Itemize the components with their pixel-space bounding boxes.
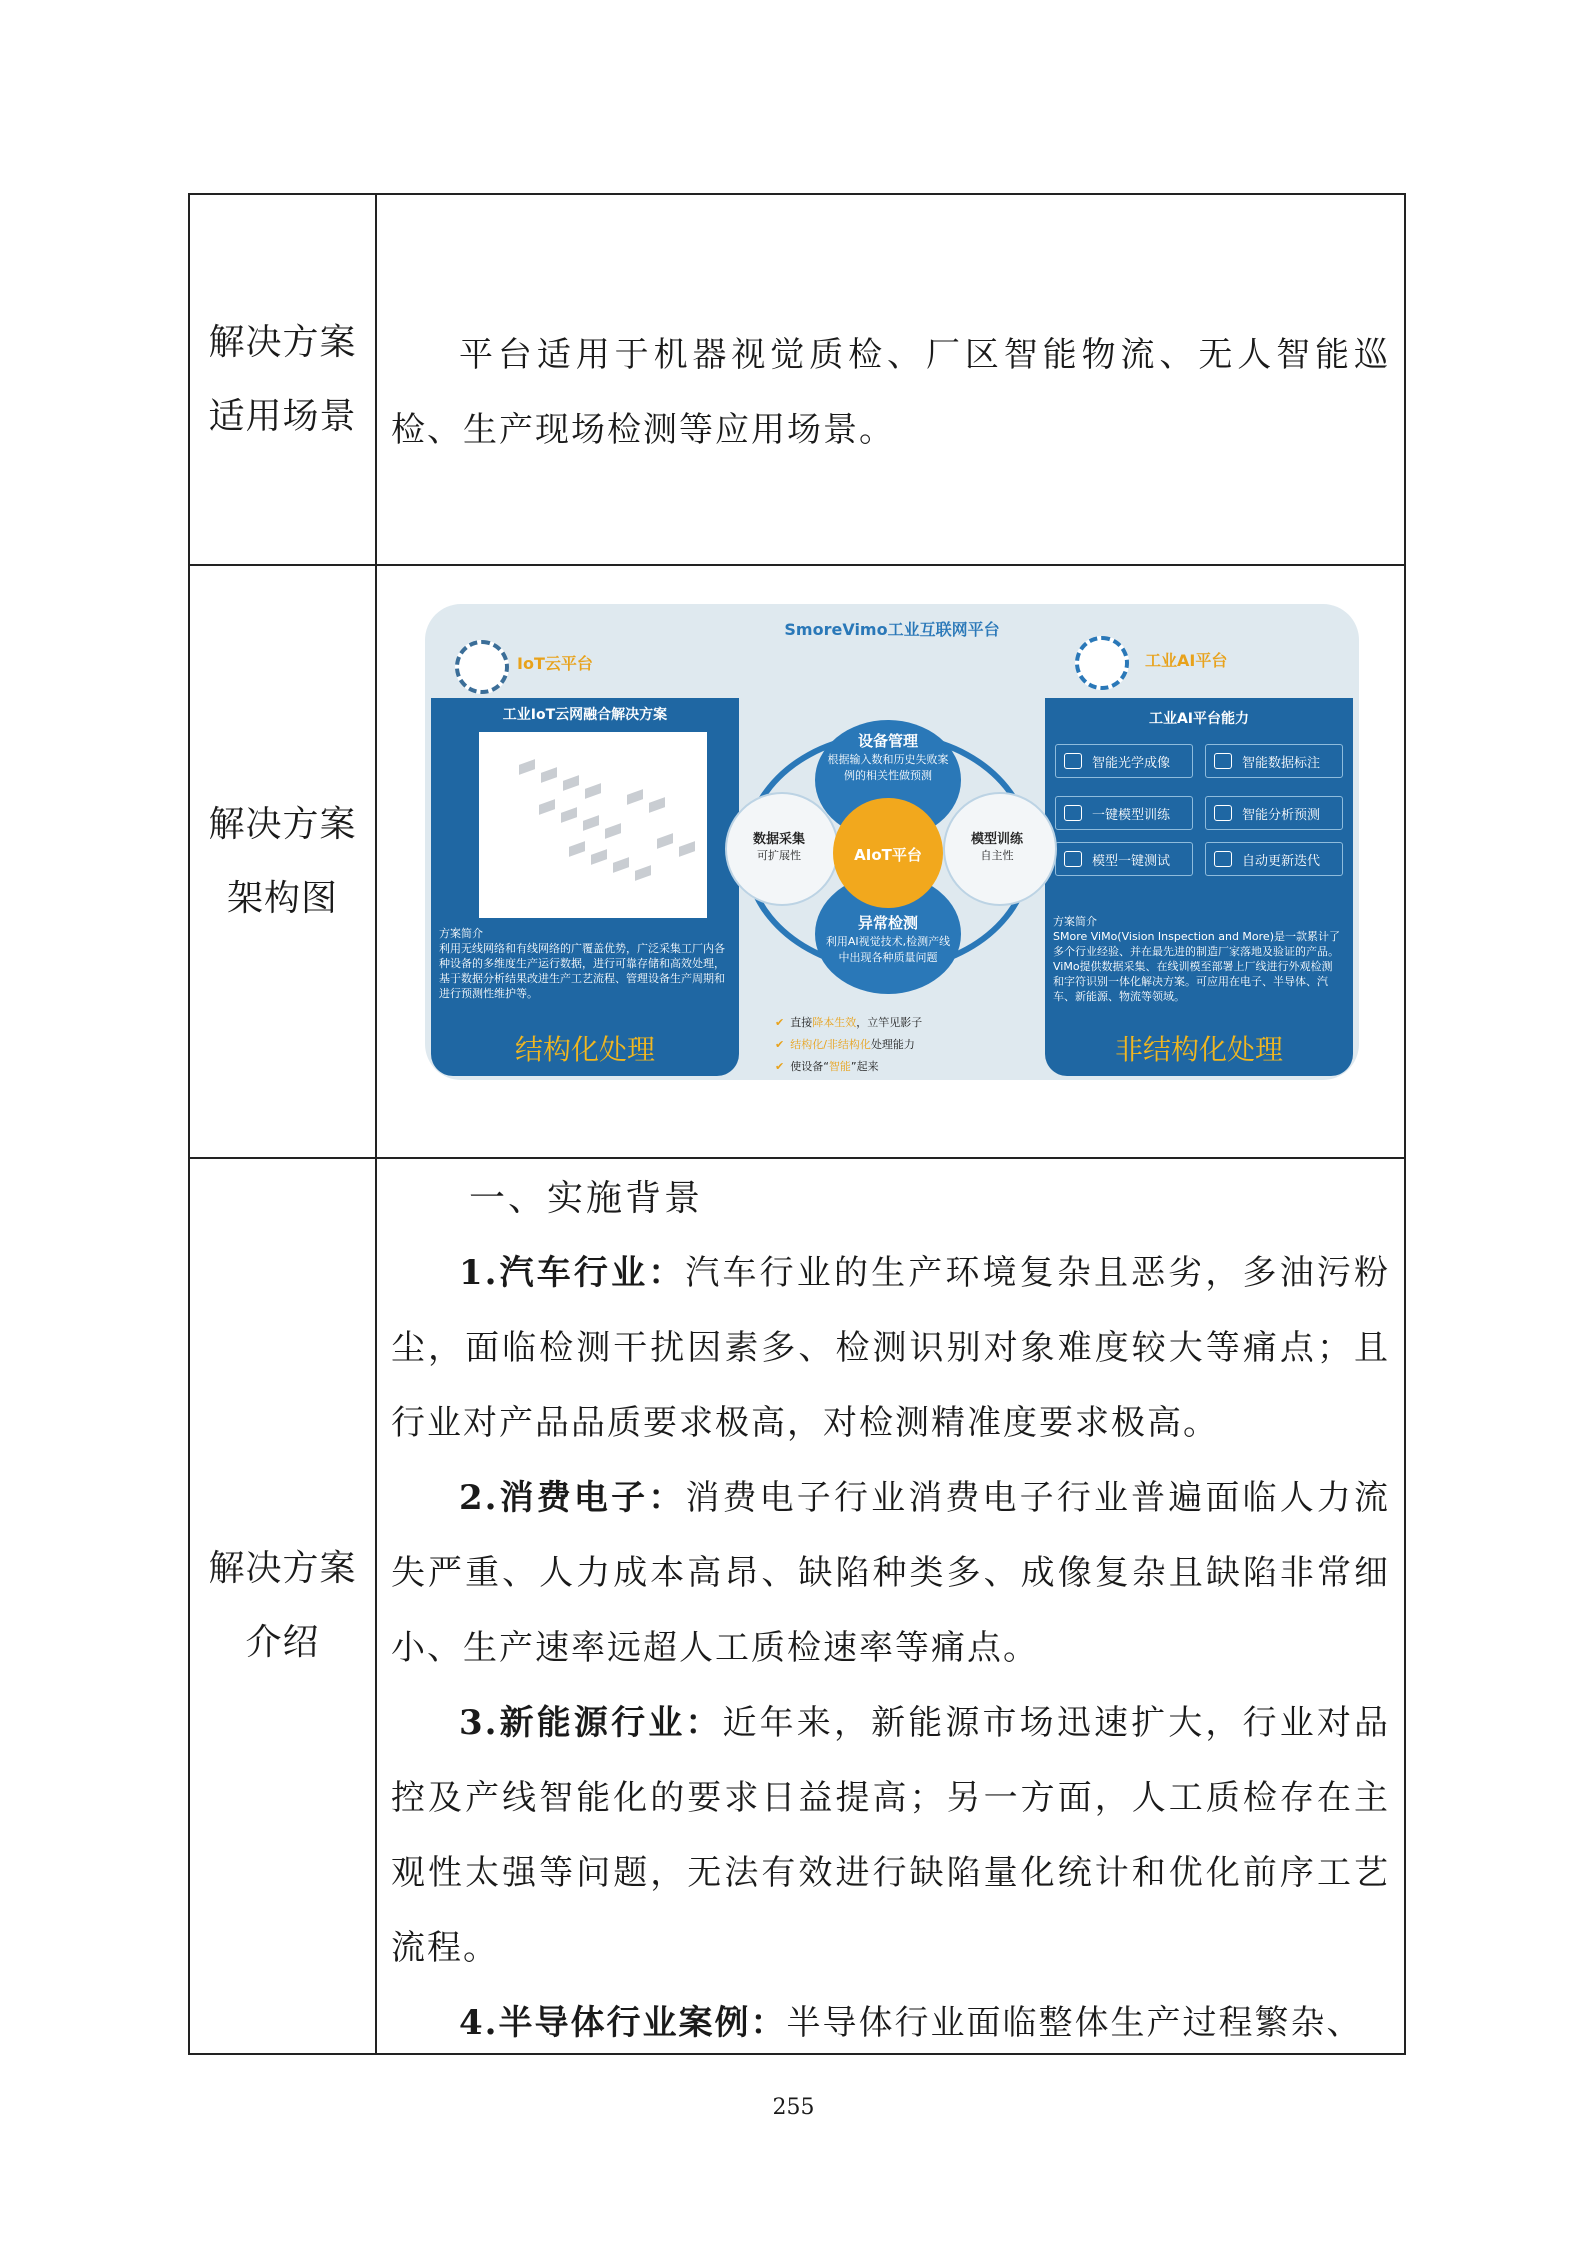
training-icon (1064, 805, 1082, 821)
ai-gear-icon (1075, 636, 1129, 690)
row-architecture (190, 566, 1404, 1159)
label-line: 适用场景 (208, 395, 357, 437)
label-line: 介绍 (245, 1622, 320, 1663)
row-content (377, 566, 1404, 1157)
industry-lead: 3.新能源行业： (459, 1703, 723, 1743)
industry-lead: 2.消费电子： (459, 1478, 686, 1518)
ai-desc-title: 方案简介 (1053, 915, 1097, 928)
device-management-text (825, 730, 951, 783)
scenario-text: 平台适用于机器视觉质检、厂区智能物流、无人智能巡检、生产现场检测等应用场景。 (391, 335, 1390, 450)
industry-lead: 1.汽车行业： (459, 1253, 686, 1293)
factory-layout-image (479, 732, 707, 918)
industry-text: 消费电子行业消费电子行业普遍面临人力流失严重、人力成本高昂、缺陷种类多、成像复杂且缺陷非常细小、生产速率远超人工质检速率等痛点。 (391, 1478, 1390, 1668)
ai-platform-label: 工业AI平台 (1145, 651, 1228, 670)
iot-desc-text: 利用无线网络和有线网络的广覆盖优势，广泛采集工厂内各种设备的多维度生产运行数据，进行可靠存储和高效处理，基于数据分析结果改进生产工艺流程、管理设备生产周期和进行预测性维护等。 (439, 942, 725, 1000)
capability-item (1055, 744, 1193, 778)
industry-text: 半导体行业面临整体生产过程繁杂、 (786, 2003, 1363, 2043)
data-collection-desc: 可扩展性 (757, 849, 801, 862)
ai-panel-heading: 工业AI平台能力 (1148, 711, 1250, 727)
benefit-list (775, 1012, 922, 1078)
model-training-desc: 自主性 (980, 849, 1014, 862)
imaging-icon (1064, 753, 1082, 769)
label-line: 架构图 (226, 877, 338, 919)
capability-item (1055, 842, 1193, 876)
iot-platform-label: IoT云平台 (517, 654, 593, 673)
device-management-title: 设备管理 (857, 732, 918, 750)
architecture-diagram (425, 604, 1359, 1080)
iot-gear-icon (455, 640, 509, 694)
capability-label: 智能分析预测 (1242, 807, 1321, 823)
industry-text: 近年来，新能源市场迅速扩大，行业对品控及产线智能化的要求日益提高；另一方面，人工质检存在主观性太强等问题，无法有效进行缺陷量化统计和优化前序工艺流程。 (391, 1703, 1390, 1968)
row-content (377, 195, 1404, 564)
anomaly-detection-title: 异常检测 (857, 914, 918, 932)
row-content (377, 1159, 1404, 2053)
structured-processing-label: 结构化处理 (514, 1033, 655, 1066)
row-label (190, 566, 377, 1157)
ai-panel (1045, 698, 1353, 1076)
industry-paragraph (391, 1686, 1390, 1986)
update-icon (1214, 851, 1232, 867)
row-introduction (190, 1159, 1404, 2053)
check-icon: ✔ (775, 1016, 785, 1029)
iot-panel-heading: 工业IoT云网融合解决方案 (502, 707, 668, 723)
check-icon: ✔ (775, 1060, 785, 1073)
capability-label: 智能光学成像 (1092, 755, 1171, 771)
row-label (190, 1159, 377, 2053)
ai-desc-text: SMore ViMo(Vision Inspection and More)是一款累计了多个行业经验、并在最先进的制造厂家落地及验证的产品。ViMo提供数据采集、在线训模至部署上厂线进行外观检测和字符识别一体化解决方案。可应用在电子、半导体、汽车、新能源、物流等领域。 (1053, 930, 1340, 1003)
prediction-icon (1214, 805, 1232, 821)
capability-item (1205, 796, 1343, 830)
annotation-icon (1214, 753, 1232, 769)
capability-item (1205, 744, 1343, 778)
capability-item (1055, 796, 1193, 830)
label-line: 解决方案 (208, 803, 357, 845)
capability-item (1205, 842, 1343, 876)
check-icon: ✔ (775, 1038, 785, 1051)
section-heading: 一、实施背景 (469, 1178, 704, 1219)
iot-desc-title: 方案简介 (439, 927, 483, 940)
data-collection-text (731, 828, 827, 863)
benefit-item: ✔ 使设备“智能”起来 (775, 1060, 879, 1073)
capability-label: 一键模型训练 (1092, 807, 1171, 823)
anomaly-detection-text (825, 912, 951, 965)
page-number: 255 (772, 2095, 815, 2120)
benefit-item: ✔ 直接降本生效，立竿见影子 (775, 1016, 923, 1029)
benefit-item: ✔ 结构化/非结构化处理能力 (775, 1038, 915, 1051)
diagram-title: SmoreVimo工业互联网平台 (784, 620, 1000, 639)
industry-lead: 4.半导体行业案例： (459, 2003, 787, 2043)
industry-paragraph (391, 1986, 1390, 2061)
industry-text: 汽车行业的生产环境复杂且恶劣，多油污粉尘，面临检测干扰因素多、检测识别对象难度较大等痛点；且行业对产品品质要求极高，对检测精准度要求极高。 (391, 1253, 1390, 1443)
iot-panel (431, 698, 739, 1076)
capability-label: 自动更新迭代 (1242, 853, 1321, 869)
row-label (190, 195, 377, 564)
aiot-core-text: AIoT平台 (854, 846, 922, 864)
label-line: 解决方案 (208, 321, 357, 363)
testing-icon (1064, 851, 1082, 867)
model-training-title: 模型训练 (970, 832, 1023, 847)
anomaly-detection-desc: 利用AI视觉技术,检测产线中出现各种质量问题 (825, 935, 951, 964)
iot-panel-desc (439, 926, 729, 1001)
industry-paragraph (391, 1461, 1390, 1686)
row-application-scenario (190, 195, 1404, 566)
capability-label: 模型一键测试 (1092, 853, 1171, 869)
ai-panel-desc (1053, 914, 1343, 1004)
solution-table (188, 193, 1406, 2055)
data-collection-title: 数据采集 (752, 832, 805, 847)
capability-label: 智能数据标注 (1242, 755, 1321, 771)
device-management-desc: 根据输入数和历史失败案例的相关性做预测 (827, 753, 949, 782)
label-line: 解决方案 (208, 1548, 357, 1589)
unstructured-processing-label: 非结构化处理 (1114, 1033, 1283, 1066)
industry-paragraph (391, 1236, 1390, 1461)
model-training-text (949, 828, 1045, 863)
